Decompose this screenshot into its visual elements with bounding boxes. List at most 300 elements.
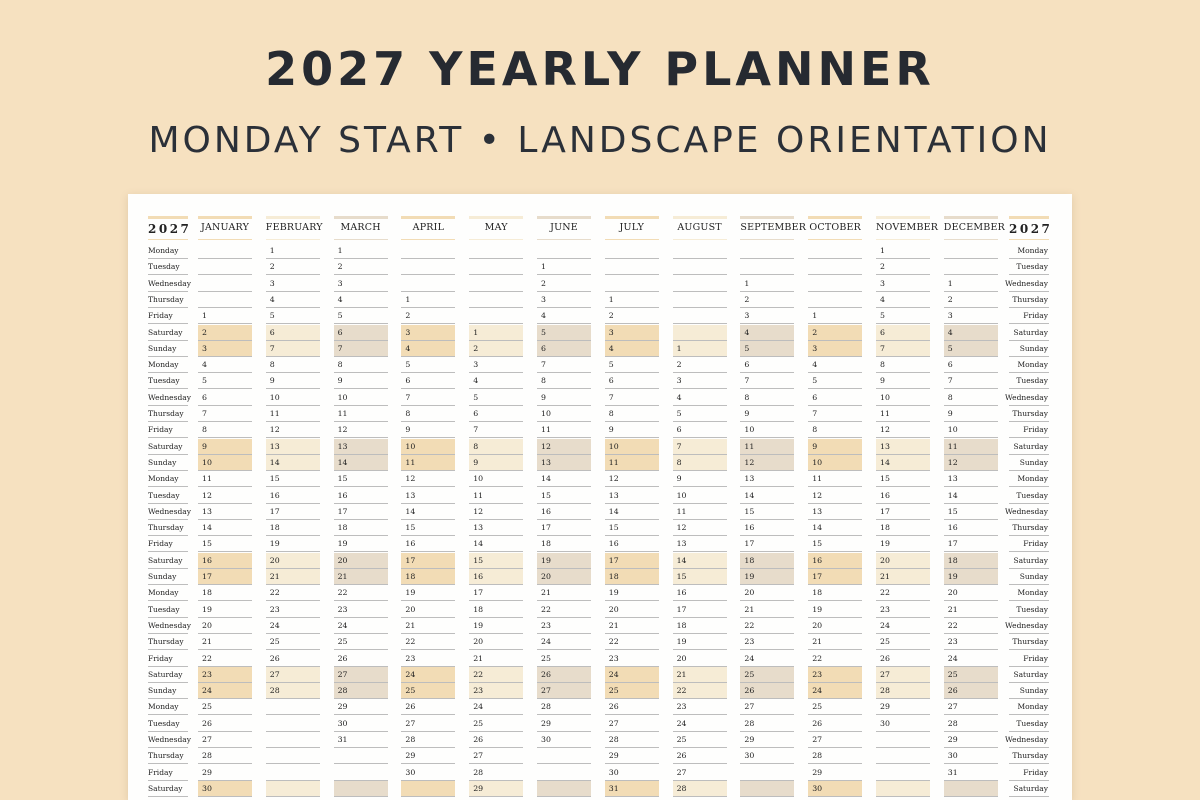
day-cell[interactable] <box>944 781 998 797</box>
day-cell[interactable] <box>334 390 388 406</box>
day-cell[interactable] <box>198 732 252 748</box>
day-cell[interactable] <box>876 634 930 650</box>
day-cell[interactable] <box>740 520 794 536</box>
day-cell[interactable] <box>808 357 862 373</box>
day-cell[interactable] <box>198 406 252 422</box>
day-cell[interactable] <box>469 422 523 438</box>
day-cell[interactable] <box>334 357 388 373</box>
day-cell[interactable] <box>266 634 320 650</box>
day-cell[interactable] <box>198 683 252 699</box>
day-cell[interactable] <box>673 276 727 292</box>
day-cell[interactable] <box>266 781 320 797</box>
day-cell[interactable] <box>944 618 998 634</box>
day-cell[interactable] <box>469 618 523 634</box>
day-cell[interactable] <box>537 471 591 487</box>
day-cell[interactable] <box>808 308 862 324</box>
day-cell[interactable] <box>266 618 320 634</box>
day-cell[interactable] <box>808 585 862 601</box>
day-cell[interactable] <box>198 276 252 292</box>
day-cell[interactable] <box>876 308 930 324</box>
day-cell[interactable] <box>740 439 794 455</box>
day-cell[interactable] <box>469 716 523 732</box>
day-cell[interactable] <box>266 536 320 552</box>
day-cell[interactable] <box>740 243 794 259</box>
day-cell[interactable] <box>198 243 252 259</box>
day-cell[interactable] <box>401 553 455 569</box>
day-cell[interactable] <box>740 504 794 520</box>
day-cell[interactable] <box>876 569 930 585</box>
day-cell[interactable] <box>401 781 455 797</box>
day-cell[interactable] <box>469 292 523 308</box>
day-cell[interactable] <box>401 667 455 683</box>
day-cell[interactable] <box>334 292 388 308</box>
day-cell[interactable] <box>198 699 252 715</box>
day-cell[interactable] <box>876 699 930 715</box>
day-cell[interactable] <box>876 504 930 520</box>
day-cell[interactable] <box>469 748 523 764</box>
day-cell[interactable] <box>605 341 659 357</box>
day-cell[interactable] <box>469 471 523 487</box>
day-cell[interactable] <box>537 765 591 781</box>
day-cell[interactable] <box>266 520 320 536</box>
day-cell[interactable] <box>537 357 591 373</box>
day-cell[interactable] <box>808 569 862 585</box>
day-cell[interactable] <box>537 781 591 797</box>
day-cell[interactable] <box>673 651 727 667</box>
day-cell[interactable] <box>740 471 794 487</box>
day-cell[interactable] <box>673 390 727 406</box>
day-cell[interactable] <box>198 341 252 357</box>
day-cell[interactable] <box>605 308 659 324</box>
day-cell[interactable] <box>469 699 523 715</box>
day-cell[interactable] <box>334 748 388 764</box>
day-cell[interactable] <box>537 667 591 683</box>
day-cell[interactable] <box>673 520 727 536</box>
day-cell[interactable] <box>876 683 930 699</box>
day-cell[interactable] <box>673 259 727 275</box>
day-cell[interactable] <box>198 553 252 569</box>
day-cell[interactable] <box>469 634 523 650</box>
day-cell[interactable] <box>944 765 998 781</box>
day-cell[interactable] <box>876 536 930 552</box>
day-cell[interactable] <box>469 455 523 471</box>
day-cell[interactable] <box>808 488 862 504</box>
day-cell[interactable] <box>944 536 998 552</box>
day-cell[interactable] <box>605 439 659 455</box>
day-cell[interactable] <box>537 243 591 259</box>
day-cell[interactable] <box>198 471 252 487</box>
day-cell[interactable] <box>876 618 930 634</box>
day-cell[interactable] <box>876 585 930 601</box>
day-cell[interactable] <box>740 569 794 585</box>
day-cell[interactable] <box>876 553 930 569</box>
day-cell[interactable] <box>740 667 794 683</box>
day-cell[interactable] <box>334 308 388 324</box>
day-cell[interactable] <box>537 634 591 650</box>
day-cell[interactable] <box>740 716 794 732</box>
day-cell[interactable] <box>876 373 930 389</box>
day-cell[interactable] <box>537 292 591 308</box>
day-cell[interactable] <box>469 781 523 797</box>
day-cell[interactable] <box>673 439 727 455</box>
day-cell[interactable] <box>808 667 862 683</box>
day-cell[interactable] <box>673 716 727 732</box>
day-cell[interactable] <box>266 259 320 275</box>
day-cell[interactable] <box>537 569 591 585</box>
day-cell[interactable] <box>401 699 455 715</box>
day-cell[interactable] <box>537 716 591 732</box>
day-cell[interactable] <box>605 651 659 667</box>
day-cell[interactable] <box>740 602 794 618</box>
day-cell[interactable] <box>537 585 591 601</box>
day-cell[interactable] <box>198 618 252 634</box>
day-cell[interactable] <box>944 520 998 536</box>
day-cell[interactable] <box>673 455 727 471</box>
day-cell[interactable] <box>198 357 252 373</box>
day-cell[interactable] <box>469 439 523 455</box>
day-cell[interactable] <box>334 488 388 504</box>
day-cell[interactable] <box>198 634 252 650</box>
day-cell[interactable] <box>944 488 998 504</box>
day-cell[interactable] <box>401 634 455 650</box>
day-cell[interactable] <box>876 276 930 292</box>
day-cell[interactable] <box>673 699 727 715</box>
day-cell[interactable] <box>673 292 727 308</box>
day-cell[interactable] <box>469 569 523 585</box>
day-cell[interactable] <box>401 325 455 341</box>
day-cell[interactable] <box>605 325 659 341</box>
day-cell[interactable] <box>740 765 794 781</box>
day-cell[interactable] <box>808 618 862 634</box>
day-cell[interactable] <box>605 553 659 569</box>
day-cell[interactable] <box>198 422 252 438</box>
day-cell[interactable] <box>198 585 252 601</box>
day-cell[interactable] <box>876 781 930 797</box>
day-cell[interactable] <box>401 259 455 275</box>
day-cell[interactable] <box>605 373 659 389</box>
day-cell[interactable] <box>808 602 862 618</box>
day-cell[interactable] <box>605 569 659 585</box>
day-cell[interactable] <box>808 651 862 667</box>
day-cell[interactable] <box>740 781 794 797</box>
day-cell[interactable] <box>673 504 727 520</box>
day-cell[interactable] <box>605 520 659 536</box>
day-cell[interactable] <box>266 748 320 764</box>
day-cell[interactable] <box>673 748 727 764</box>
day-cell[interactable] <box>944 439 998 455</box>
day-cell[interactable] <box>808 292 862 308</box>
day-cell[interactable] <box>401 455 455 471</box>
day-cell[interactable] <box>401 748 455 764</box>
day-cell[interactable] <box>605 292 659 308</box>
day-cell[interactable] <box>808 699 862 715</box>
day-cell[interactable] <box>537 651 591 667</box>
day-cell[interactable] <box>401 683 455 699</box>
day-cell[interactable] <box>944 634 998 650</box>
day-cell[interactable] <box>808 455 862 471</box>
day-cell[interactable] <box>401 373 455 389</box>
day-cell[interactable] <box>605 732 659 748</box>
day-cell[interactable] <box>198 373 252 389</box>
day-cell[interactable] <box>673 341 727 357</box>
day-cell[interactable] <box>605 471 659 487</box>
day-cell[interactable] <box>401 341 455 357</box>
day-cell[interactable] <box>740 455 794 471</box>
day-cell[interactable] <box>537 618 591 634</box>
day-cell[interactable] <box>334 439 388 455</box>
day-cell[interactable] <box>334 536 388 552</box>
day-cell[interactable] <box>673 683 727 699</box>
day-cell[interactable] <box>469 373 523 389</box>
day-cell[interactable] <box>198 651 252 667</box>
day-cell[interactable] <box>740 683 794 699</box>
day-cell[interactable] <box>469 651 523 667</box>
day-cell[interactable] <box>740 390 794 406</box>
day-cell[interactable] <box>808 390 862 406</box>
day-cell[interactable] <box>469 308 523 324</box>
day-cell[interactable] <box>605 748 659 764</box>
day-cell[interactable] <box>266 357 320 373</box>
day-cell[interactable] <box>876 259 930 275</box>
day-cell[interactable] <box>944 243 998 259</box>
day-cell[interactable] <box>401 243 455 259</box>
day-cell[interactable] <box>876 520 930 536</box>
day-cell[interactable] <box>469 390 523 406</box>
day-cell[interactable] <box>334 455 388 471</box>
day-cell[interactable] <box>876 439 930 455</box>
day-cell[interactable] <box>266 732 320 748</box>
day-cell[interactable] <box>673 667 727 683</box>
day-cell[interactable] <box>469 341 523 357</box>
day-cell[interactable] <box>266 455 320 471</box>
day-cell[interactable] <box>401 602 455 618</box>
day-cell[interactable] <box>944 699 998 715</box>
day-cell[interactable] <box>334 716 388 732</box>
day-cell[interactable] <box>605 488 659 504</box>
day-cell[interactable] <box>876 667 930 683</box>
day-cell[interactable] <box>266 699 320 715</box>
day-cell[interactable] <box>944 732 998 748</box>
day-cell[interactable] <box>198 716 252 732</box>
day-cell[interactable] <box>944 585 998 601</box>
day-cell[interactable] <box>334 422 388 438</box>
day-cell[interactable] <box>808 259 862 275</box>
day-cell[interactable] <box>808 325 862 341</box>
day-cell[interactable] <box>198 439 252 455</box>
day-cell[interactable] <box>198 667 252 683</box>
day-cell[interactable] <box>537 439 591 455</box>
day-cell[interactable] <box>605 276 659 292</box>
day-cell[interactable] <box>334 585 388 601</box>
day-cell[interactable] <box>944 471 998 487</box>
day-cell[interactable] <box>944 341 998 357</box>
day-cell[interactable] <box>198 325 252 341</box>
day-cell[interactable] <box>469 553 523 569</box>
day-cell[interactable] <box>198 748 252 764</box>
day-cell[interactable] <box>198 602 252 618</box>
day-cell[interactable] <box>469 406 523 422</box>
day-cell[interactable] <box>944 422 998 438</box>
day-cell[interactable] <box>740 276 794 292</box>
day-cell[interactable] <box>673 422 727 438</box>
day-cell[interactable] <box>605 536 659 552</box>
day-cell[interactable] <box>334 781 388 797</box>
day-cell[interactable] <box>808 243 862 259</box>
day-cell[interactable] <box>605 259 659 275</box>
day-cell[interactable] <box>537 390 591 406</box>
day-cell[interactable] <box>401 439 455 455</box>
day-cell[interactable] <box>944 406 998 422</box>
day-cell[interactable] <box>605 765 659 781</box>
day-cell[interactable] <box>334 259 388 275</box>
day-cell[interactable] <box>334 683 388 699</box>
day-cell[interactable] <box>266 341 320 357</box>
day-cell[interactable] <box>334 667 388 683</box>
day-cell[interactable] <box>266 716 320 732</box>
day-cell[interactable] <box>537 732 591 748</box>
day-cell[interactable] <box>808 520 862 536</box>
day-cell[interactable] <box>198 569 252 585</box>
day-cell[interactable] <box>876 325 930 341</box>
day-cell[interactable] <box>673 732 727 748</box>
day-cell[interactable] <box>537 699 591 715</box>
day-cell[interactable] <box>469 683 523 699</box>
day-cell[interactable] <box>876 390 930 406</box>
day-cell[interactable] <box>808 471 862 487</box>
day-cell[interactable] <box>469 276 523 292</box>
day-cell[interactable] <box>334 618 388 634</box>
day-cell[interactable] <box>673 585 727 601</box>
day-cell[interactable] <box>740 618 794 634</box>
day-cell[interactable] <box>605 422 659 438</box>
day-cell[interactable] <box>537 308 591 324</box>
day-cell[interactable] <box>876 716 930 732</box>
day-cell[interactable] <box>740 553 794 569</box>
day-cell[interactable] <box>808 373 862 389</box>
day-cell[interactable] <box>876 765 930 781</box>
day-cell[interactable] <box>266 390 320 406</box>
day-cell[interactable] <box>605 390 659 406</box>
day-cell[interactable] <box>944 308 998 324</box>
day-cell[interactable] <box>198 536 252 552</box>
day-cell[interactable] <box>266 373 320 389</box>
day-cell[interactable] <box>605 585 659 601</box>
day-cell[interactable] <box>944 569 998 585</box>
day-cell[interactable] <box>673 536 727 552</box>
day-cell[interactable] <box>266 471 320 487</box>
day-cell[interactable] <box>876 292 930 308</box>
day-cell[interactable] <box>469 259 523 275</box>
day-cell[interactable] <box>469 357 523 373</box>
day-cell[interactable] <box>537 455 591 471</box>
day-cell[interactable] <box>605 504 659 520</box>
day-cell[interactable] <box>537 341 591 357</box>
day-cell[interactable] <box>808 683 862 699</box>
day-cell[interactable] <box>808 422 862 438</box>
day-cell[interactable] <box>673 618 727 634</box>
day-cell[interactable] <box>401 536 455 552</box>
day-cell[interactable] <box>469 732 523 748</box>
day-cell[interactable] <box>401 765 455 781</box>
day-cell[interactable] <box>944 553 998 569</box>
day-cell[interactable] <box>808 748 862 764</box>
day-cell[interactable] <box>537 259 591 275</box>
day-cell[interactable] <box>740 634 794 650</box>
day-cell[interactable] <box>469 667 523 683</box>
day-cell[interactable] <box>740 341 794 357</box>
day-cell[interactable] <box>876 357 930 373</box>
day-cell[interactable] <box>198 390 252 406</box>
day-cell[interactable] <box>469 488 523 504</box>
day-cell[interactable] <box>740 699 794 715</box>
day-cell[interactable] <box>266 292 320 308</box>
day-cell[interactable] <box>266 683 320 699</box>
day-cell[interactable] <box>944 357 998 373</box>
day-cell[interactable] <box>808 716 862 732</box>
day-cell[interactable] <box>198 308 252 324</box>
day-cell[interactable] <box>334 373 388 389</box>
day-cell[interactable] <box>198 781 252 797</box>
day-cell[interactable] <box>266 488 320 504</box>
day-cell[interactable] <box>401 618 455 634</box>
day-cell[interactable] <box>605 455 659 471</box>
day-cell[interactable] <box>808 634 862 650</box>
day-cell[interactable] <box>198 765 252 781</box>
day-cell[interactable] <box>740 357 794 373</box>
day-cell[interactable] <box>537 276 591 292</box>
day-cell[interactable] <box>198 455 252 471</box>
day-cell[interactable] <box>266 243 320 259</box>
day-cell[interactable] <box>808 536 862 552</box>
day-cell[interactable] <box>334 732 388 748</box>
day-cell[interactable] <box>876 748 930 764</box>
day-cell[interactable] <box>605 781 659 797</box>
day-cell[interactable] <box>401 422 455 438</box>
day-cell[interactable] <box>944 716 998 732</box>
day-cell[interactable] <box>876 471 930 487</box>
day-cell[interactable] <box>401 569 455 585</box>
day-cell[interactable] <box>334 504 388 520</box>
day-cell[interactable] <box>944 390 998 406</box>
day-cell[interactable] <box>605 716 659 732</box>
day-cell[interactable] <box>266 439 320 455</box>
day-cell[interactable] <box>673 373 727 389</box>
day-cell[interactable] <box>266 504 320 520</box>
day-cell[interactable] <box>469 765 523 781</box>
day-cell[interactable] <box>673 781 727 797</box>
day-cell[interactable] <box>876 243 930 259</box>
day-cell[interactable] <box>808 765 862 781</box>
day-cell[interactable] <box>673 765 727 781</box>
day-cell[interactable] <box>469 520 523 536</box>
day-cell[interactable] <box>266 569 320 585</box>
day-cell[interactable] <box>401 520 455 536</box>
day-cell[interactable] <box>605 667 659 683</box>
day-cell[interactable] <box>537 536 591 552</box>
day-cell[interactable] <box>673 488 727 504</box>
day-cell[interactable] <box>944 455 998 471</box>
day-cell[interactable] <box>740 422 794 438</box>
day-cell[interactable] <box>334 341 388 357</box>
day-cell[interactable] <box>740 259 794 275</box>
day-cell[interactable] <box>605 243 659 259</box>
day-cell[interactable] <box>334 276 388 292</box>
day-cell[interactable] <box>876 488 930 504</box>
day-cell[interactable] <box>401 488 455 504</box>
day-cell[interactable] <box>401 471 455 487</box>
day-cell[interactable] <box>808 439 862 455</box>
day-cell[interactable] <box>401 651 455 667</box>
